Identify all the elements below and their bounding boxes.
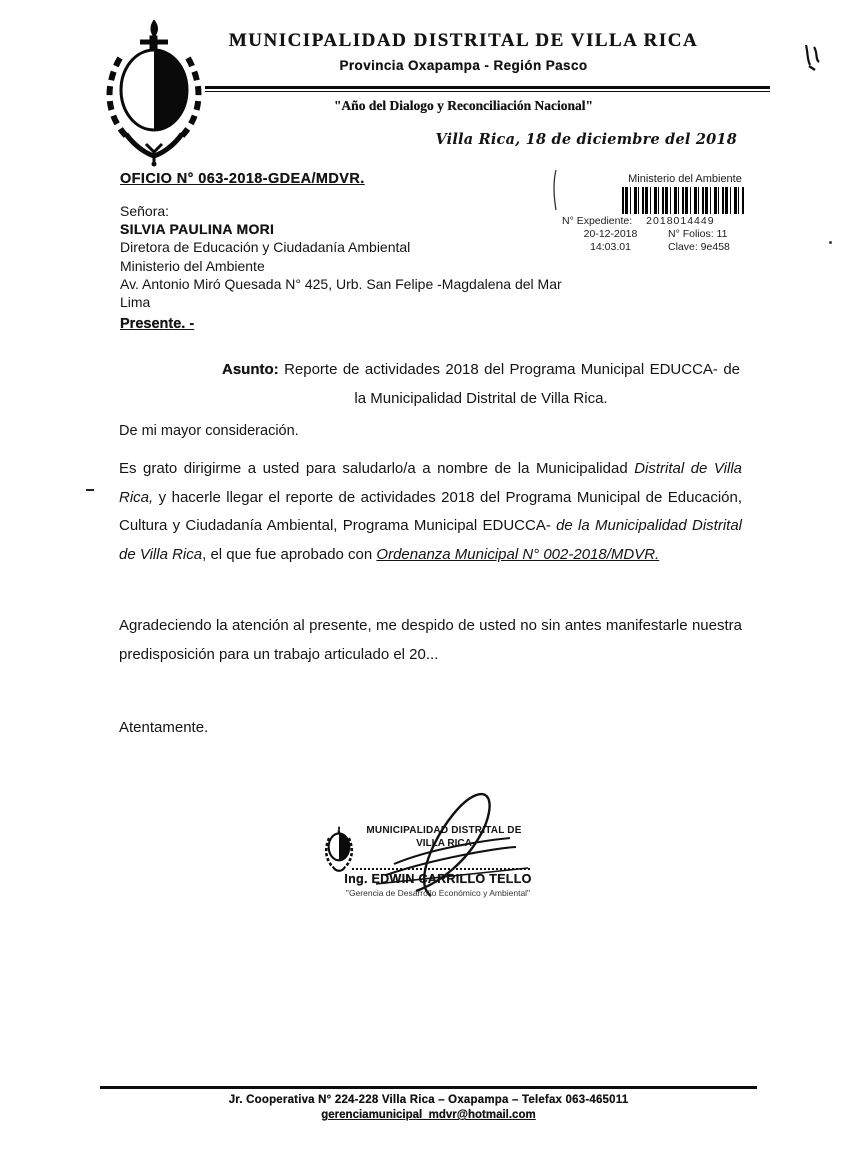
scan-speck [829,241,832,244]
stamp-folios: N° Folios: 11 [668,228,728,240]
ordenanza-reference: Ordenanza Municipal N° 002-2018/MDVR. [376,545,660,563]
body-paragraph-1 [119,455,742,569]
closing-line: Atentamente. [119,719,209,736]
recipient-title: Diretora de Educación y Ciudadanía Ambiental [120,239,411,256]
signatory-role: "Gerencia de Desarrollo Económico y Ambiental" [345,888,531,898]
greeting-line: De mi mayor consideración. [119,423,299,439]
p1-italic-1: Distrital de Villa Rica, [119,460,742,506]
recipient-address: Av. Antonio Miró Quesada N° 425, Urb. San Felipe -Magdalena del Mar [120,275,562,292]
pen-mark-icon [800,42,826,76]
p1-text-2: y hacerle llegar el reporte de actividades 2018 del Programa Municipal de Educación, Cultura y Ciudadanía Ambiental, Programa Municipal EDUCCA- [119,488,742,534]
recipient-name: SILVIA PAULINA MORI [120,221,275,238]
stamp-time: 14:03.01 [590,241,631,253]
oficio-number: OFICIO N° 063-2018-GDEA/MDVR. [120,171,365,187]
stamp-expediente-value: 2018014449 [646,215,715,227]
stamp-date: 20-12-2018 [583,228,638,240]
stamp-expediente-label: N° Expediente: [562,215,633,227]
recipient-institution: Ministerio del Ambiente [120,257,265,274]
letterhead-subtitle: Provincia Oxapampa - Región Pasco [339,58,588,73]
stamp-clave: Clave: 9e458 [668,241,730,253]
p1-italic-2: de la Municipalidad Distrital de Villa Rica [119,517,742,563]
barcode-icon [622,187,744,214]
signatory-name: Ing. EDWIN CARRILLO TELLO [344,872,532,886]
asunto-block [222,355,740,413]
signature-rule [352,868,530,870]
p1-text: Es grato dirigirme a usted para saludarlo/a a nombre de la Municipalidad [119,460,635,477]
asunto-text: Reporte de actividades 2018 del Programa Municipal EDUCCA- de la Municipalidad Distrital de Villa Rica. [284,361,740,407]
p1-text-3: , el que fue aprobado con [202,545,377,563]
scan-speck [86,489,94,491]
signature-stamp-emblem-icon [324,825,354,877]
body-paragraph-2: Agradeciendo la atención al presente, me despido de usted no sin antes manifestarle nuestra predisposición para un trabajo articulado el 20... [119,617,742,663]
footer-email: gerenciamunicipal_mdvr@hotmail.com [321,1109,536,1121]
presente-line: Presente. - [120,316,195,332]
date-line: Villa Rica, 18 de diciembre del 2018 [435,131,737,148]
signature-stamp-line2: VILLA RICA [416,838,472,849]
recipient-city: Lima [120,294,151,311]
letterhead-rule [205,86,770,92]
recipient-block [120,202,562,311]
letterhead-title: MUNICIPALIDAD DISTRITAL DE VILLA RICA [228,30,699,51]
footer-rule [100,1086,757,1089]
stamp-ministry: Ministerio del Ambiente [628,173,742,185]
reception-stamp [558,173,803,253]
letterhead-motto: "Año del Dialogo y Reconciliación Nacional" [333,98,594,113]
signature-block [318,788,558,913]
signature-stamp-line1: MUNICIPALIDAD DISTRITAL DE [366,825,522,836]
asunto-label: Asunto: [222,361,279,378]
footer-address: Jr. Cooperativa N° 224-228 Villa Rica – Oxapampa – Telefax 063-465011 [228,1094,629,1106]
recipient-salutation: Señora: [120,203,170,219]
